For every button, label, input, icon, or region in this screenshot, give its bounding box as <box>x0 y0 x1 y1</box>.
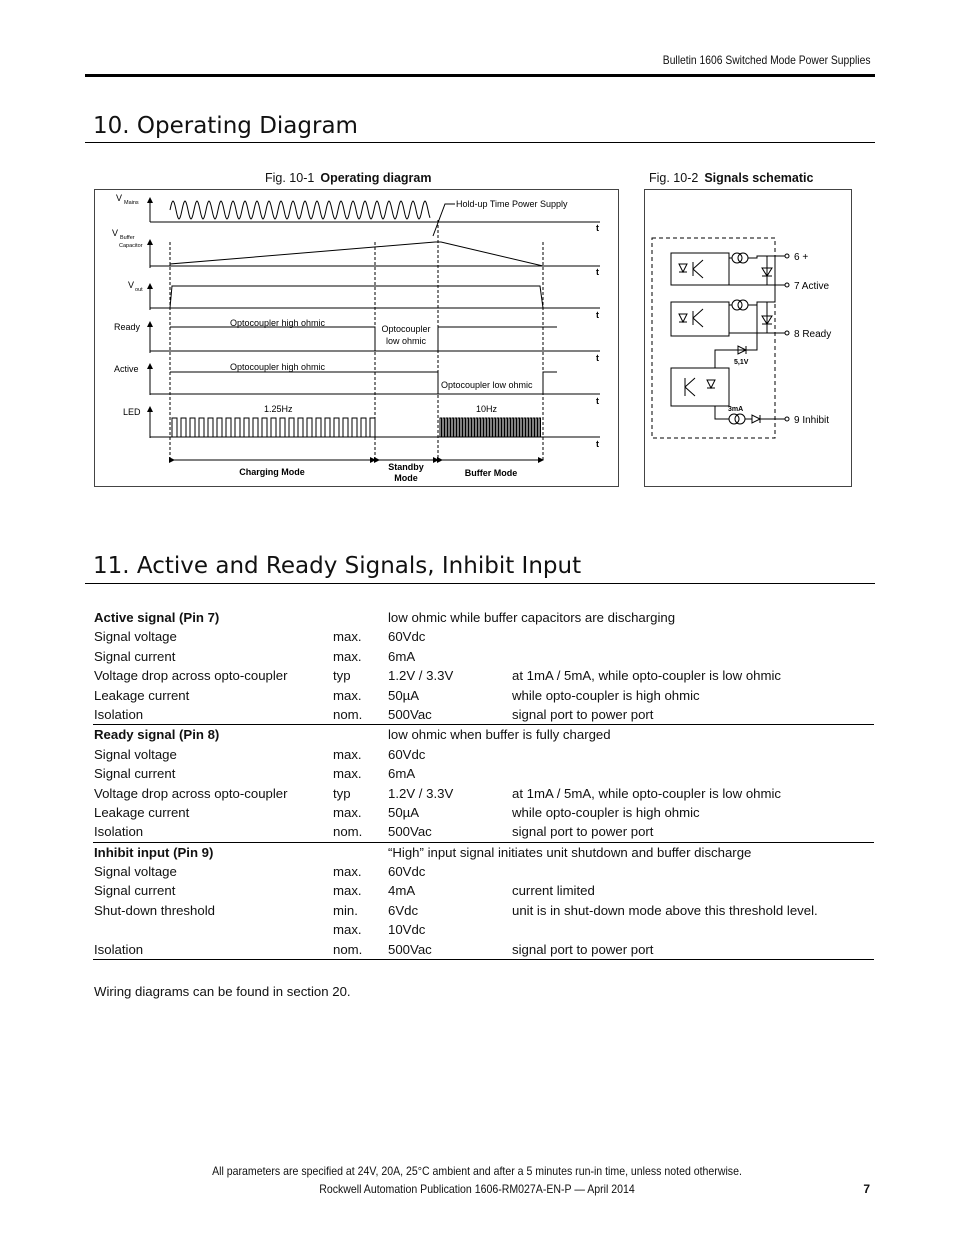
fig-title: Operating diagram <box>320 171 432 185</box>
charging-mode: Charging Mode <box>239 467 305 477</box>
fig-label: Fig. 10-2 <box>649 171 699 185</box>
section-10-rule <box>85 142 875 143</box>
table-row <box>93 764 874 783</box>
table-row <box>93 881 874 900</box>
fig-label: Fig. 10-1 <box>265 171 315 185</box>
value: 1.2V / 3.3V <box>388 668 454 684</box>
value: 500Vac <box>388 941 432 957</box>
table-row <box>93 705 874 725</box>
param-label: Leakage current <box>94 687 190 703</box>
qualifier: max. <box>333 766 362 782</box>
vbuffer-label: V $_{Buffer}$ <box>112 228 135 241</box>
fig-10-2-caption <box>649 171 813 185</box>
value: 60Vdc <box>388 629 426 645</box>
condition: signal port to power port <box>512 706 654 722</box>
param-label: Isolation <box>94 941 144 957</box>
value: 50µA <box>388 804 420 820</box>
current-label: 3mA <box>728 406 744 413</box>
table-row <box>93 666 874 685</box>
fig-title: Signals schematic <box>704 171 814 185</box>
param-label: Isolation <box>94 706 144 722</box>
buffer-mode: Buffer Mode <box>464 468 518 478</box>
vout-label: $V_{out}$ <box>128 280 143 293</box>
vbuffer-sub2: Capacitor <box>119 243 143 249</box>
condition: at 1mA / 5mA, while opto-coupler is low ohmic <box>512 668 781 684</box>
operating-diagram-svg <box>95 190 618 486</box>
led-axis-label: LED <box>123 407 141 417</box>
value: 1.2V / 3.3V <box>388 785 454 801</box>
section-11-rule <box>85 583 875 584</box>
pin-7-label: 7 Active <box>794 281 830 292</box>
param-label: Ready signal (Pin 8) <box>94 727 220 743</box>
value: “High” input signal initiates unit shutdown and buffer discharge <box>388 844 752 860</box>
param-label: Signal current <box>94 648 176 664</box>
table-row <box>93 686 874 705</box>
footer-conditions: All parameters are specified at 24V, 20A, 25°C ambient and after a 5 minutes run-in time, unless noted otherwise. <box>212 1164 742 1178</box>
page-number: 7 <box>863 1182 870 1196</box>
param-label: Voltage drop across opto-coupler <box>94 785 288 801</box>
condition: at 1mA / 5mA, while opto-coupler is low ohmic <box>512 785 781 801</box>
condition: while opto-coupler is high ohmic <box>512 687 700 703</box>
opto-high-active: Optocoupler high ohmic <box>230 362 326 372</box>
value: 60Vdc <box>388 746 426 762</box>
param-label: Signal voltage <box>94 864 177 880</box>
pin-9-label: 9 Inhibit <box>794 415 830 426</box>
condition: while opto-coupler is high ohmic <box>512 804 700 820</box>
table-row <box>93 862 874 881</box>
holdup-label: Hold-up Time Power Supply <box>456 199 568 209</box>
signals-schematic <box>644 189 852 487</box>
table-row <box>93 803 874 822</box>
header-rule <box>85 74 875 77</box>
value: 4mA <box>388 883 416 899</box>
qualifier: max. <box>333 629 362 645</box>
param-label: Voltage drop across opto-coupler <box>94 668 288 684</box>
t-label: t <box>596 223 599 233</box>
opto-high-ready: Optocoupler high ohmic <box>230 318 326 328</box>
standby-mode-2: Mode <box>394 473 418 483</box>
qualifier: min. <box>333 902 358 918</box>
signals-schematic-svg <box>645 190 851 486</box>
value: 10Vdc <box>388 922 426 938</box>
table-row <box>93 725 874 744</box>
optocoupler-ready <box>671 302 729 336</box>
param-label: Leakage current <box>94 804 190 820</box>
table-row <box>93 745 874 764</box>
standby-mode-1: Standby <box>388 462 424 472</box>
signals-table <box>93 608 874 960</box>
qualifier: max. <box>333 804 362 820</box>
param-label: Inhibit input (Pin 9) <box>94 844 214 860</box>
param-label: Active signal (Pin 7) <box>94 610 220 625</box>
param-label: Isolation <box>94 824 144 840</box>
section-11-title: 11. Active and Ready Signals, Inhibit Input <box>93 553 582 579</box>
table-row <box>93 940 874 960</box>
t-label: t <box>596 267 599 277</box>
param-label: Signal voltage <box>94 629 177 645</box>
fig-10-1-caption <box>265 171 431 185</box>
zener-label: 5,1V <box>734 359 749 366</box>
qualifier: typ <box>333 785 351 801</box>
condition: current limited <box>512 883 595 899</box>
optocoupler-inhibit <box>671 368 729 406</box>
qualifier: max. <box>333 922 362 938</box>
footer-publication: Rockwell Automation Publication 1606-RM027A-EN-P — April 2014 <box>319 1182 635 1196</box>
t-label: t <box>596 310 599 320</box>
param-label: Signal voltage <box>94 746 177 762</box>
t-label: t <box>596 439 599 449</box>
t-label: t <box>596 353 599 363</box>
pin-6-label: 6 + <box>794 252 809 263</box>
ready-axis-label: Ready <box>114 322 141 332</box>
table-row <box>93 920 874 939</box>
qualifier: max. <box>333 746 362 762</box>
opto-low-2: low ohmic <box>385 336 427 346</box>
qualifier: nom. <box>333 706 363 722</box>
value: 500Vac <box>388 706 432 722</box>
opto-low-1: Optocoupler <box>381 324 431 334</box>
qualifier: max. <box>333 864 362 880</box>
optocoupler-active <box>671 253 729 285</box>
table-row <box>93 608 874 627</box>
table-row <box>93 647 874 666</box>
wiring-note: Wiring diagrams can be found in section 20. <box>94 984 351 999</box>
qualifier: nom. <box>333 824 363 840</box>
opto-low-active: Optocoupler low ohmic <box>441 380 533 390</box>
value: low ohmic when buffer is fully charged <box>388 727 611 743</box>
param-label: Signal current <box>94 766 176 782</box>
freq-1: 1.25Hz <box>264 404 293 414</box>
qualifier: max. <box>333 883 362 899</box>
value: 60Vdc <box>388 864 426 880</box>
section-10-title: 10. Operating Diagram <box>93 113 358 139</box>
freq-2: 10Hz <box>476 404 498 414</box>
qualifier: max. <box>333 648 362 664</box>
table-row <box>93 822 874 842</box>
t-label: t <box>596 396 599 406</box>
value: 6mA <box>388 648 416 664</box>
table-row <box>93 627 874 646</box>
value: 6Vdc <box>388 902 419 918</box>
pin-8-label: 8 Ready <box>794 329 832 340</box>
condition: unit is in shut-down mode above this threshold level. <box>512 902 818 918</box>
table-row <box>93 901 874 920</box>
qualifier: max. <box>333 687 362 703</box>
condition: signal port to power port <box>512 941 654 957</box>
qualifier: typ <box>333 668 351 684</box>
vmains-label: V $_{Mains}$ <box>116 193 139 206</box>
header-bulletin: Bulletin 1606 Switched Mode Power Supplies <box>662 53 870 67</box>
value: 50µA <box>388 687 420 703</box>
table-row <box>93 784 874 803</box>
value: 6mA <box>388 766 416 782</box>
active-axis-label: Active <box>114 364 139 374</box>
operating-diagram <box>94 189 619 487</box>
value: low ohmic while buffer capacitors are discharging <box>388 610 676 625</box>
table-row <box>93 843 874 862</box>
condition: signal port to power port <box>512 824 654 840</box>
qualifier: nom. <box>333 941 363 957</box>
param-label: Signal current <box>94 883 176 899</box>
param-label: Shut-down threshold <box>94 902 215 918</box>
value: 500Vac <box>388 824 432 840</box>
